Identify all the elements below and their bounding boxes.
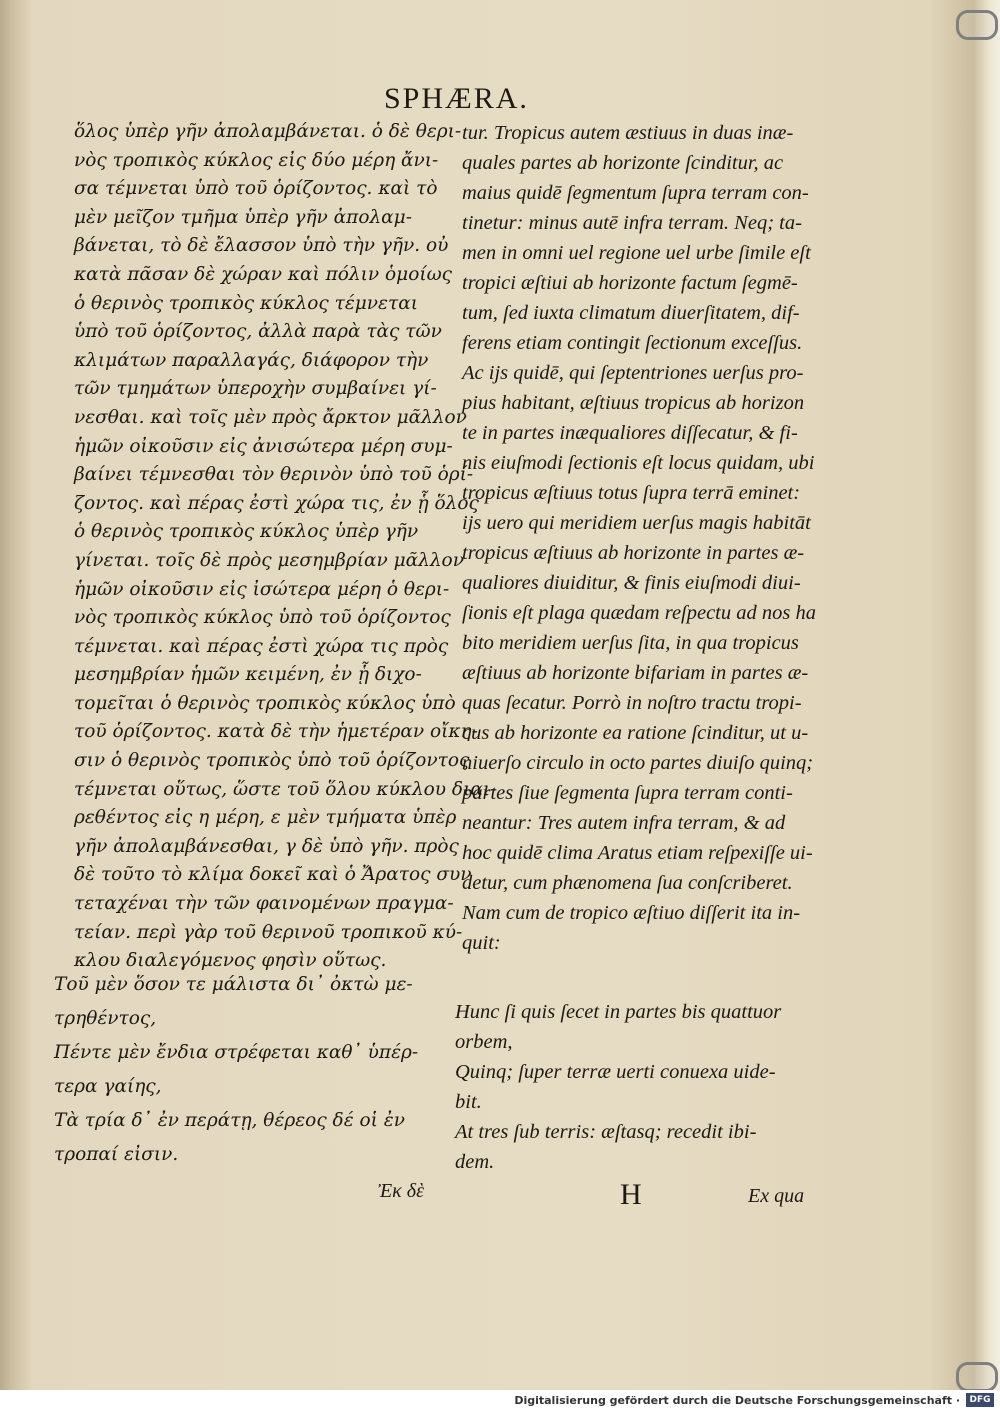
greek-text-line: βαίνει τέμνεσθαι τὸν θερινὸν ὑπὸ τοῦ ὁρί- [74, 464, 474, 486]
latin-text-line: tum, ſed iuxta climatum diuerſitatem, dif- [462, 302, 800, 324]
footer-bar [0, 1390, 1000, 1412]
catchword-left: Ἐκ δὲ [378, 1180, 424, 1202]
greek-text-line: ρεθέντος εἰς η μέρη, ε μὲν τμήματα ὑπὲρ [74, 807, 457, 829]
greek-text-line: ὅλος ὑπὲρ γῆν ἀπολαμβάνεται. ὁ δὲ θερι- [74, 121, 462, 142]
latin-verse-line: Hunc ſi quis ſecet in partes bis quattuor [455, 1001, 782, 1023]
latin-text-line: tropicus æſtiuus ab horizonte in partes æ- [462, 542, 805, 564]
greek-verse-line: Πέντε μὲν ἔνδια στρέφεται καθ᾽ ὑπέρ- [54, 1042, 419, 1063]
greek-text-line: σα τέμνεται ὑπὸ τοῦ ὁρίζοντος. καὶ τὸ [74, 178, 438, 200]
greek-text-line: ζοντος. καὶ πέρας ἐστὶ χώρα τις, ἐν ᾗ ὅλος [74, 492, 479, 514]
latin-text-line: tinetur: minus autē infra terram. Neq; ta- [462, 212, 802, 234]
signature-mark: H [620, 1178, 642, 1211]
latin-text-line: ſionis eſt plaga quædam reſpectu ad nos ha [462, 602, 816, 624]
greek-text-line: ἡμῶν οἰκοῦσιν εἰς ἀνισώτερα μέρη συμ- [74, 435, 453, 457]
latin-text-line: Nam cum de tropico æſtiuo diſſerit ita in- [462, 902, 801, 924]
greek-text-line: μεσημβρίαν ἡμῶν κειμένη, ἐν ᾗ διχο- [74, 664, 422, 686]
greek-text-line: σιν ὁ θερινὸς τροπικὸς ὑπὸ τοῦ ὁρίζοντος [74, 750, 470, 772]
latin-column [462, 118, 842, 958]
greek-verse-line: τροπαί εἰσιν. [54, 1144, 179, 1165]
latin-text-line: partes ſiue ſegmenta ſupra terram conti- [462, 782, 793, 804]
page-clip-bottom [956, 1362, 998, 1392]
latin-text-line: æſtiuus ab horizonte bifariam in partes æ- [462, 662, 809, 684]
greek-verse-line: Τοῦ μὲν ὅσον τε μάλιστα δι᾽ ὀκτὼ με- [54, 974, 413, 995]
greek-text-line: τομεῖται ὁ θερινὸς τροπικὸς κύκλος ὑπὸ [74, 692, 456, 714]
latin-text-line: nis eiuſmodi ſectionis eſt locus quidam, ubi [462, 452, 815, 474]
greek-verse-line: τρηθέντος, [54, 1008, 157, 1029]
latin-text-line: quas ſecatur. Porrò in noſtro tractu tropi- [462, 692, 802, 714]
latin-text-line: niuerſo circulo in octo partes diuiſo quinq; [462, 752, 814, 774]
latin-text-line: bito meridiem uerſus ſita, in qua tropicus [462, 632, 799, 654]
greek-verse-quote [54, 968, 418, 1172]
greek-text-line: γίνεται. τοῖς δὲ πρὸς μεσημβρίαν μᾶλλον [74, 549, 464, 571]
latin-text-line: ijs uero qui meridiem uerſus magis habitāt [462, 512, 811, 534]
greek-text-line: δὲ τοῦτο τὸ κλίμα δοκεῖ καὶ ὁ Ἄρατος συν [74, 864, 472, 886]
latin-text-line: Ac ijs quidē, qui ſeptentriones uerſus pro- [462, 362, 804, 384]
greek-text-line: νὸς τροπικὸς κύκλος ὑπὸ τοῦ ὁρίζοντος [74, 607, 451, 629]
greek-text-line: μὲν μεῖζον τμῆμα ὑπὲρ γῆν ἀπολαμ- [74, 206, 412, 228]
greek-text-line: ὑπὸ τοῦ ὁρίζοντος, ἀλλὰ παρὰ τὰς τῶν [74, 321, 442, 343]
latin-verse-quote [455, 997, 781, 1177]
greek-text-line: ὁ θερινὸς τροπικὸς κύκλος ὑπὲρ γῆν [74, 521, 419, 543]
latin-text-line: hoc quidē clima Aratus etiam reſpexiſſe ui- [462, 842, 813, 864]
greek-text-line: ἡμῶν οἰκοῦσιν εἰς ἰσώτερα μέρη ὁ θερι- [74, 578, 450, 600]
greek-text-line: νὸς τροπικὸς κύκλος εἰς δύο μέρη ἄνι- [74, 149, 439, 171]
greek-verse-line: τερα γαίης, [54, 1076, 162, 1097]
latin-text-line: tropicus æſtiuus totus ſupra terrā eminet: [462, 482, 801, 504]
funding-notice: Digitalisierung gefördert durch die Deutsche Forschungsgemeinschaft · [514, 1394, 960, 1407]
greek-text-line: κλιμάτων παραλλαγάς, διάφορον τὴν [74, 349, 429, 371]
greek-text-line: βάνεται, τὸ δὲ ἔλασσον ὑπὸ τὴν γῆν. οὐ [74, 235, 449, 257]
latin-verse-line: Quinq; ſuper terræ uerti conuexa uide- [455, 1061, 776, 1083]
latin-verse-line: bit. [455, 1091, 482, 1113]
greek-text-line: τείαν. περὶ γὰρ τοῦ θερινοῦ τροπικοῦ κύ- [74, 921, 463, 943]
page-clip-top [956, 10, 998, 40]
greek-text-line: τέμνεται οὕτως, ὥστε τοῦ ὅλου κύκλου διαι- [74, 778, 497, 800]
greek-text-line: τοῦ ὁρίζοντος. κατὰ δὲ τὴν ἡμετέραν οἴκη- [74, 721, 478, 743]
greek-verse-line: Τὰ τρία δ᾽ ἐν περάτῃ, θέρεος δέ οἱ ἐν [54, 1110, 405, 1131]
catchword-right: Ex qua [748, 1185, 805, 1207]
latin-verse-line: orbem, [455, 1031, 513, 1053]
latin-text-line: tur. Tropicus autem æstiuus in duas inæ- [462, 122, 794, 144]
latin-verse-line: At tres ſub terris: æſtasq; recedit ibi- [455, 1121, 757, 1143]
greek-text-line: τῶν τμημάτων ὑπεροχὴν συμβαίνει γί- [74, 378, 437, 400]
latin-text-line: quales partes ab horizonte ſcinditur, ac [462, 152, 784, 174]
dfg-logo: DFG [966, 1393, 994, 1407]
latin-text-line: te in partes inæqualiores diſſecatur, & fi- [462, 422, 798, 444]
latin-text-line: ferens etiam contingit ſectionum exceſſus. [462, 332, 803, 354]
page-edge [972, 0, 1000, 1390]
running-head: SPHÆRA. [384, 82, 529, 115]
latin-text-line: neantur: Tres autem infra terram, & ad [462, 812, 786, 834]
greek-text-line: κλου διαλεγόμενος φησὶν οὕτως. [74, 950, 387, 972]
greek-text-line: νεσθαι. καὶ τοῖς μὲν πρὸς ἄρκτον μᾶλλον [74, 406, 467, 428]
greek-text-line: τέμνεται. καὶ πέρας ἐστὶ χώρα τις πρὸς [74, 635, 449, 657]
latin-text-line: detur, cum phænomena ſua conſcriberet. [462, 872, 793, 894]
greek-text-line: ὁ θερινὸς τροπικὸς κύκλος τέμνεται [74, 292, 418, 314]
greek-text-line: γῆν ἀπολαμβάνεσθαι, γ δὲ ὑπὸ γῆν. πρὸς [74, 835, 459, 857]
latin-text-line: qualiores diuiditur, & finis eiuſmodi diui- [462, 572, 801, 594]
latin-text-line: maius quidē ſegmentum ſupra terram con- [462, 182, 809, 204]
latin-text-line: quit: [462, 932, 501, 954]
latin-text-line: tropici æſtiui ab horizonte factum ſegmē- [462, 272, 798, 294]
latin-text-line: cus ab horizonte ea ratione ſcinditur, ut u- [462, 722, 809, 744]
greek-text-line: τεταχέναι τὴν τῶν φαινομένων πραγμα- [74, 893, 454, 915]
latin-verse-line: dem. [455, 1151, 495, 1173]
latin-text-line: men in omni uel regione uel urbe ſimile eſt [462, 242, 811, 264]
latin-text-line: pius habitant, æſtiuus tropicus ab horizon [462, 392, 805, 414]
greek-text-line: κατὰ πᾶσαν δὲ χώραν καὶ πόλιν ὁμοίως [74, 263, 453, 285]
